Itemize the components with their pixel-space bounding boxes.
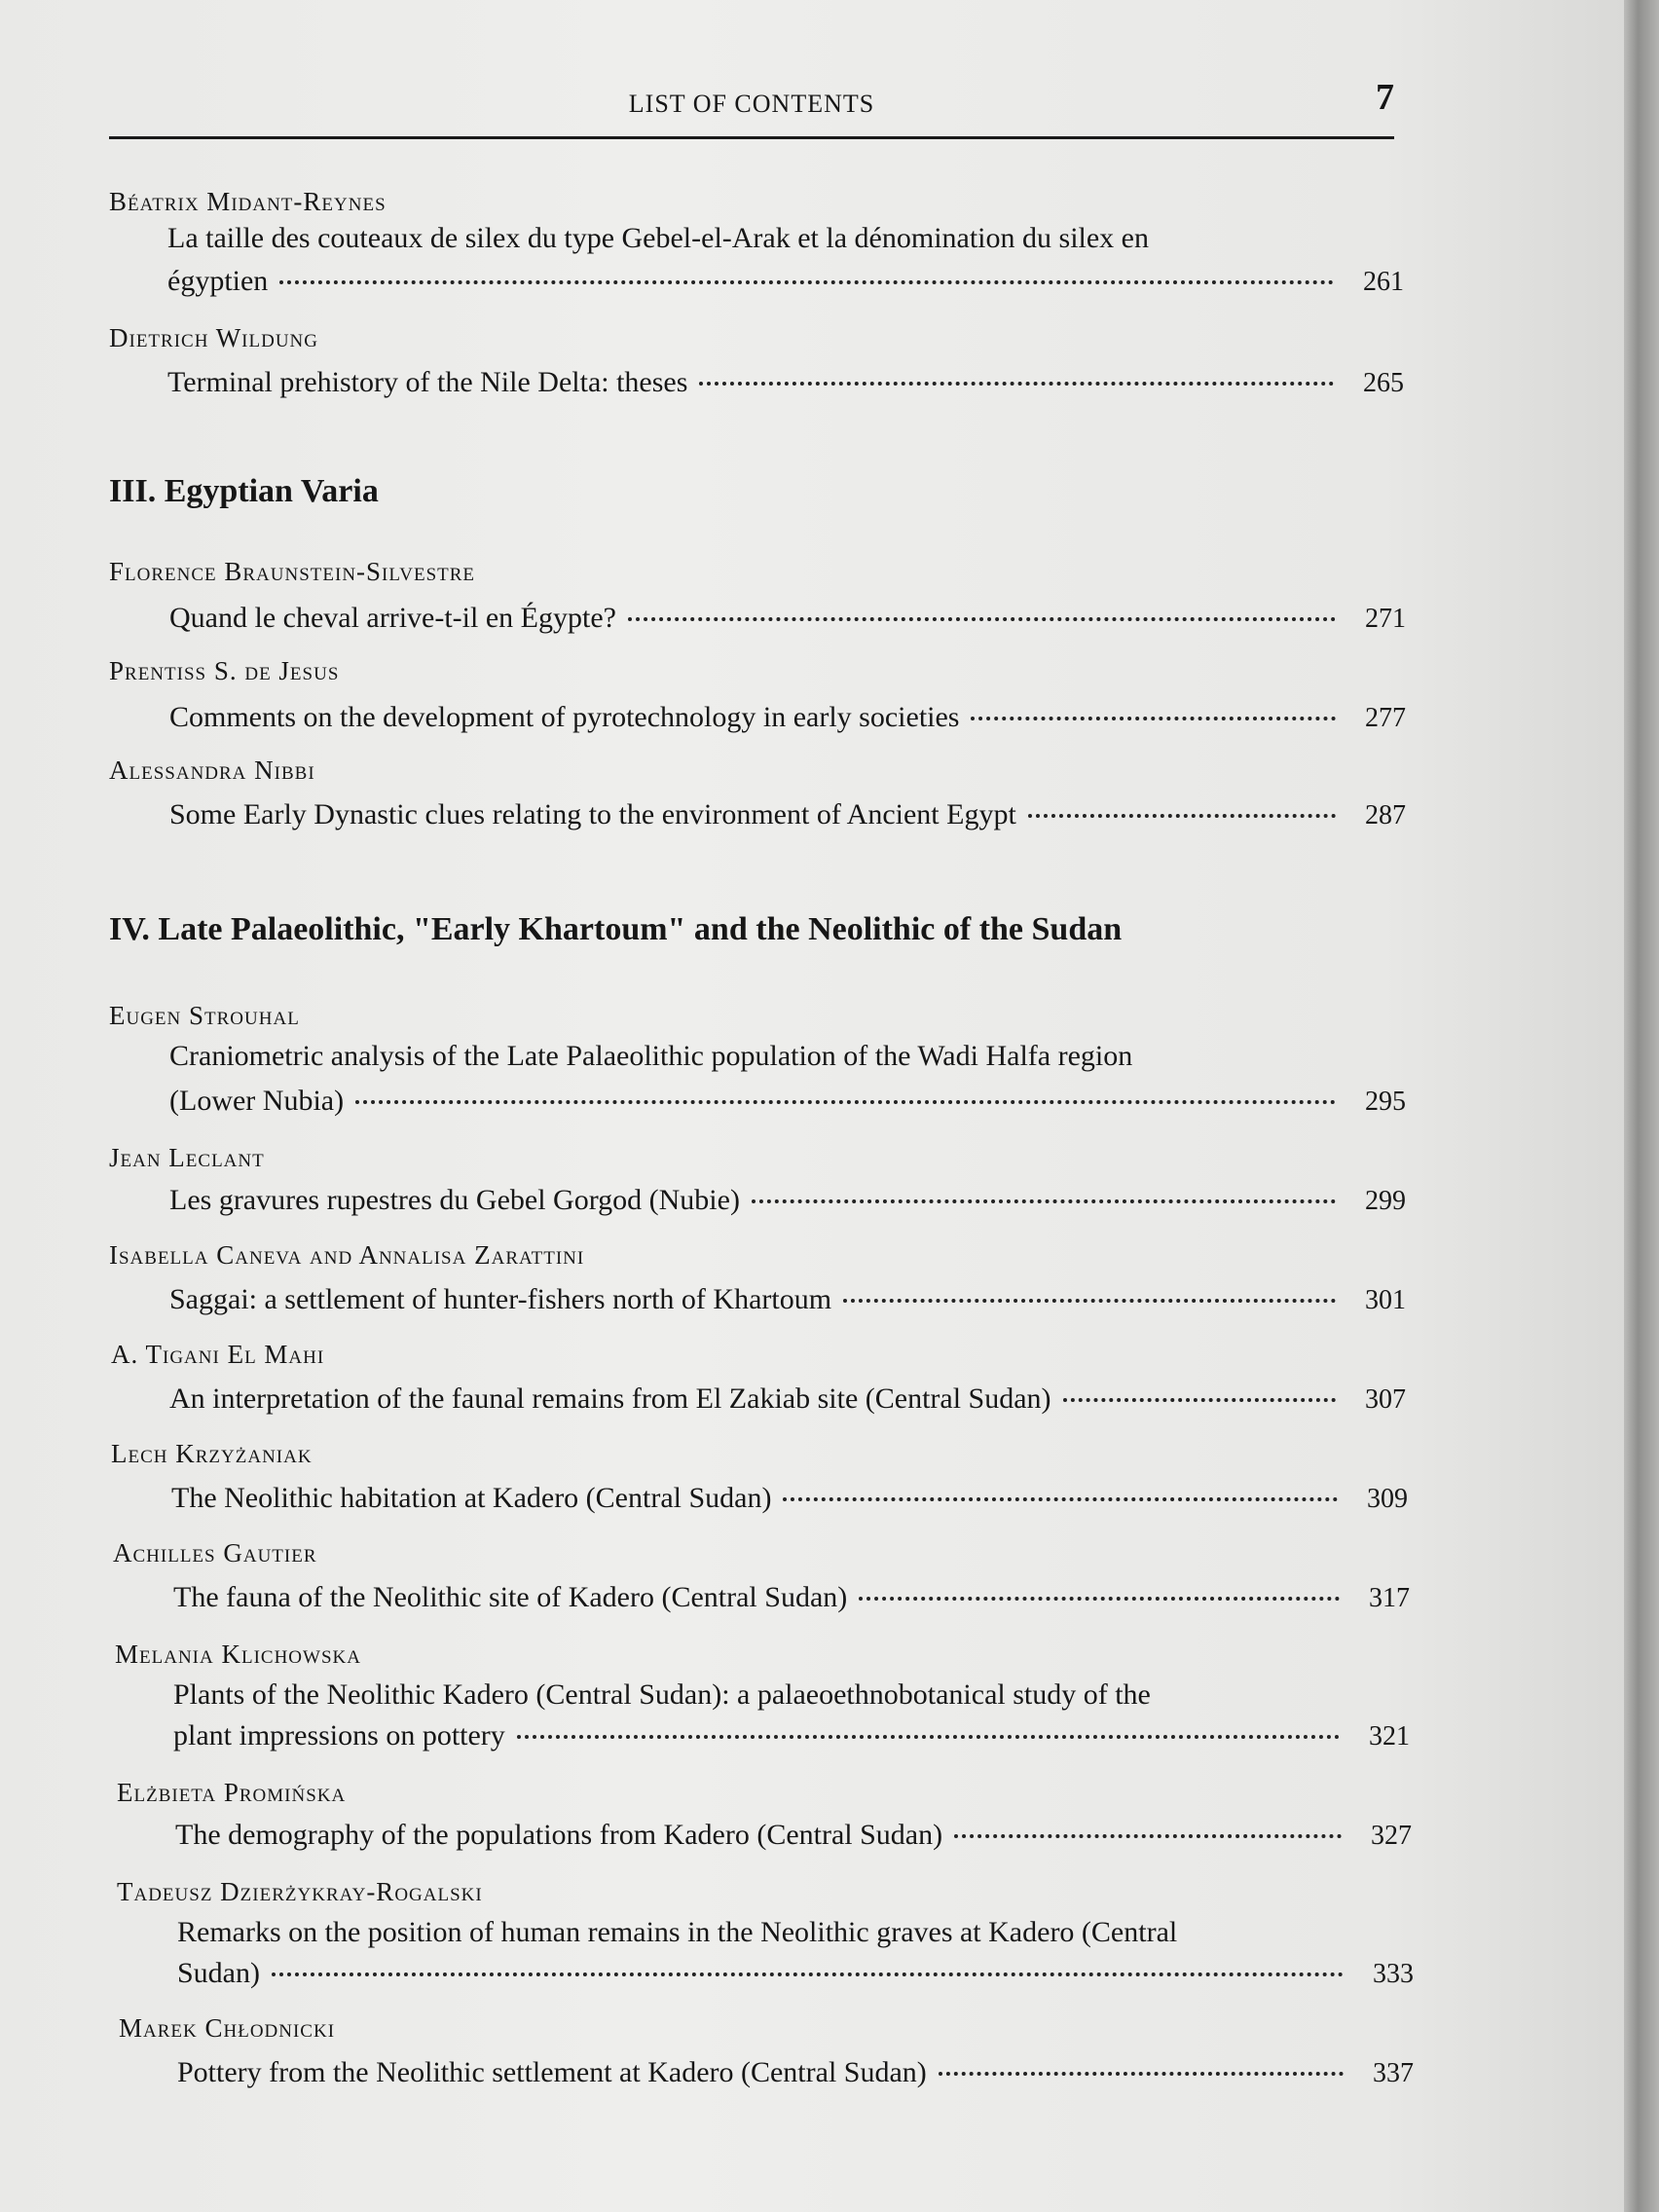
entry-title: Pottery from the Neolithic settlement at Kadero (Central Sudan) xyxy=(177,2056,927,2088)
entry-page: 309 xyxy=(1367,1484,1408,1514)
dot-leader xyxy=(939,2072,1344,2076)
entry-page: 295 xyxy=(1365,1087,1406,1117)
dot-leader xyxy=(783,1497,1338,1501)
toc-entry[interactable] xyxy=(167,261,1404,303)
running-header xyxy=(109,77,1394,132)
toc-entry[interactable] xyxy=(169,598,1406,640)
entry-author: Marek Chłodnicki xyxy=(119,2013,336,2043)
entry-title: Sudan) xyxy=(177,1957,260,1989)
entry-author: Dietrich Wildung xyxy=(109,323,318,352)
toc-entry[interactable] xyxy=(173,1577,1410,1619)
toc-entry[interactable] xyxy=(169,1081,1406,1123)
toc-entry[interactable] xyxy=(169,697,1406,739)
entry-author: Florence Braunstein-Silvestre xyxy=(109,557,476,586)
dot-leader xyxy=(843,1299,1336,1303)
toc-entry[interactable] xyxy=(173,1715,1410,1757)
entry-title-line: Remarks on the position of human remains in the Neolithic graves at Kadero (Central xyxy=(177,1916,1178,1948)
entry-author: Alessandra Nibbi xyxy=(109,756,315,785)
dot-leader xyxy=(517,1735,1340,1739)
entry-author: Melania Klichowska xyxy=(115,1640,361,1669)
dot-leader xyxy=(954,1834,1342,1838)
entry-page: 261 xyxy=(1363,267,1404,297)
dot-leader xyxy=(1028,814,1336,818)
toc-entry[interactable] xyxy=(167,362,1404,404)
entry-page: 307 xyxy=(1365,1384,1406,1415)
dot-leader xyxy=(752,1199,1336,1203)
dot-leader xyxy=(971,717,1336,720)
entry-author: Jean Leclant xyxy=(109,1143,265,1172)
toc-entry[interactable] xyxy=(169,1180,1406,1222)
toc-entry[interactable] xyxy=(171,1478,1408,1520)
entry-author: Elżbieta Promińska xyxy=(117,1778,347,1807)
entry-page: 327 xyxy=(1371,1821,1412,1851)
section-heading: IV. Late Palaeolithic, "Early Khartoum" and the Neolithic of the Sudan xyxy=(109,911,1123,947)
entry-page: 301 xyxy=(1365,1285,1406,1315)
entry-author: Prentiss S. de Jesus xyxy=(109,656,340,685)
entry-author: Achilles Gautier xyxy=(113,1538,317,1567)
entry-author: Isabella Caneva and Annalisa Zarattini xyxy=(109,1240,585,1270)
entry-author: Béatrix Midant-Reynes xyxy=(109,187,387,216)
entry-author: Tadeusz Dzierżykray-Rogalski xyxy=(117,1877,483,1906)
entry-page: 271 xyxy=(1365,604,1406,634)
entry-page: 277 xyxy=(1365,703,1406,733)
page-edge xyxy=(1624,0,1659,2212)
dot-leader xyxy=(1063,1398,1336,1402)
entry-title: An interpretation of the faunal remains from El Zakiab site (Central Sudan) xyxy=(169,1382,1051,1415)
header-rule xyxy=(109,136,1394,139)
entry-title: Quand le cheval arrive-t-il en Égypte? xyxy=(169,602,616,634)
dot-leader xyxy=(279,280,1334,284)
dot-leader xyxy=(272,1972,1344,1976)
section-heading: III. Egyptian Varia xyxy=(109,473,379,509)
entry-page: 287 xyxy=(1365,800,1406,830)
entry-title: The fauna of the Neolithic site of Kadero (Central Sudan) xyxy=(173,1581,848,1613)
entry-title: plant impressions on pottery xyxy=(173,1719,505,1751)
entry-author: Lech Krzyżaniak xyxy=(111,1439,313,1468)
entry-title: (Lower Nubia) xyxy=(169,1085,345,1117)
entry-title: The demography of the populations from Kadero (Central Sudan) xyxy=(175,1819,943,1851)
toc-entry[interactable] xyxy=(169,794,1406,836)
toc-entry[interactable] xyxy=(169,1279,1406,1321)
toc-entry[interactable] xyxy=(177,2052,1414,2094)
entry-author: A. Tigani El Mahi xyxy=(111,1340,325,1369)
entry-title: Comments on the development of pyrotechnology in early societies xyxy=(169,701,960,733)
entry-title-line: La taille des couteaux de silex du type Gebel-el-Arak et la dénomination du silex en xyxy=(167,222,1149,254)
entry-page: 333 xyxy=(1373,1959,1414,1989)
entry-title-line: Craniometric analysis of the Late Palaeolithic population of the Wadi Halfa region xyxy=(169,1040,1133,1072)
toc-entry[interactable] xyxy=(177,1953,1414,1995)
entry-page: 265 xyxy=(1363,368,1404,398)
entry-page: 317 xyxy=(1369,1583,1410,1613)
entry-page: 321 xyxy=(1369,1721,1410,1751)
entry-author: Eugen Strouhal xyxy=(109,1001,300,1030)
dot-leader xyxy=(859,1597,1340,1601)
entry-page: 337 xyxy=(1373,2058,1414,2088)
header-page-number: 7 xyxy=(1376,77,1394,118)
dot-leader xyxy=(699,382,1334,386)
entry-title: égyptien xyxy=(167,265,269,297)
entry-title: Terminal prehistory of the Nile Delta: theses xyxy=(167,366,688,398)
entry-title: Les gravures rupestres du Gebel Gorgod (Nubie) xyxy=(169,1184,740,1216)
entry-title-line: Plants of the Neolithic Kadero (Central Sudan): a palaeoethnobotanical study of the xyxy=(173,1678,1151,1711)
entry-title: The Neolithic habitation at Kadero (Central Sudan) xyxy=(171,1482,772,1514)
header-title: LIST OF CONTENTS xyxy=(628,90,875,118)
dot-leader xyxy=(628,617,1336,621)
entry-title: Saggai: a settlement of hunter-fishers north of Khartoum xyxy=(169,1283,832,1315)
entry-title: Some Early Dynastic clues relating to the environment of Ancient Egypt xyxy=(169,798,1016,830)
entry-page: 299 xyxy=(1365,1186,1406,1216)
toc-entry[interactable] xyxy=(169,1379,1406,1420)
toc-entry[interactable] xyxy=(175,1815,1412,1857)
dot-leader xyxy=(355,1100,1336,1104)
